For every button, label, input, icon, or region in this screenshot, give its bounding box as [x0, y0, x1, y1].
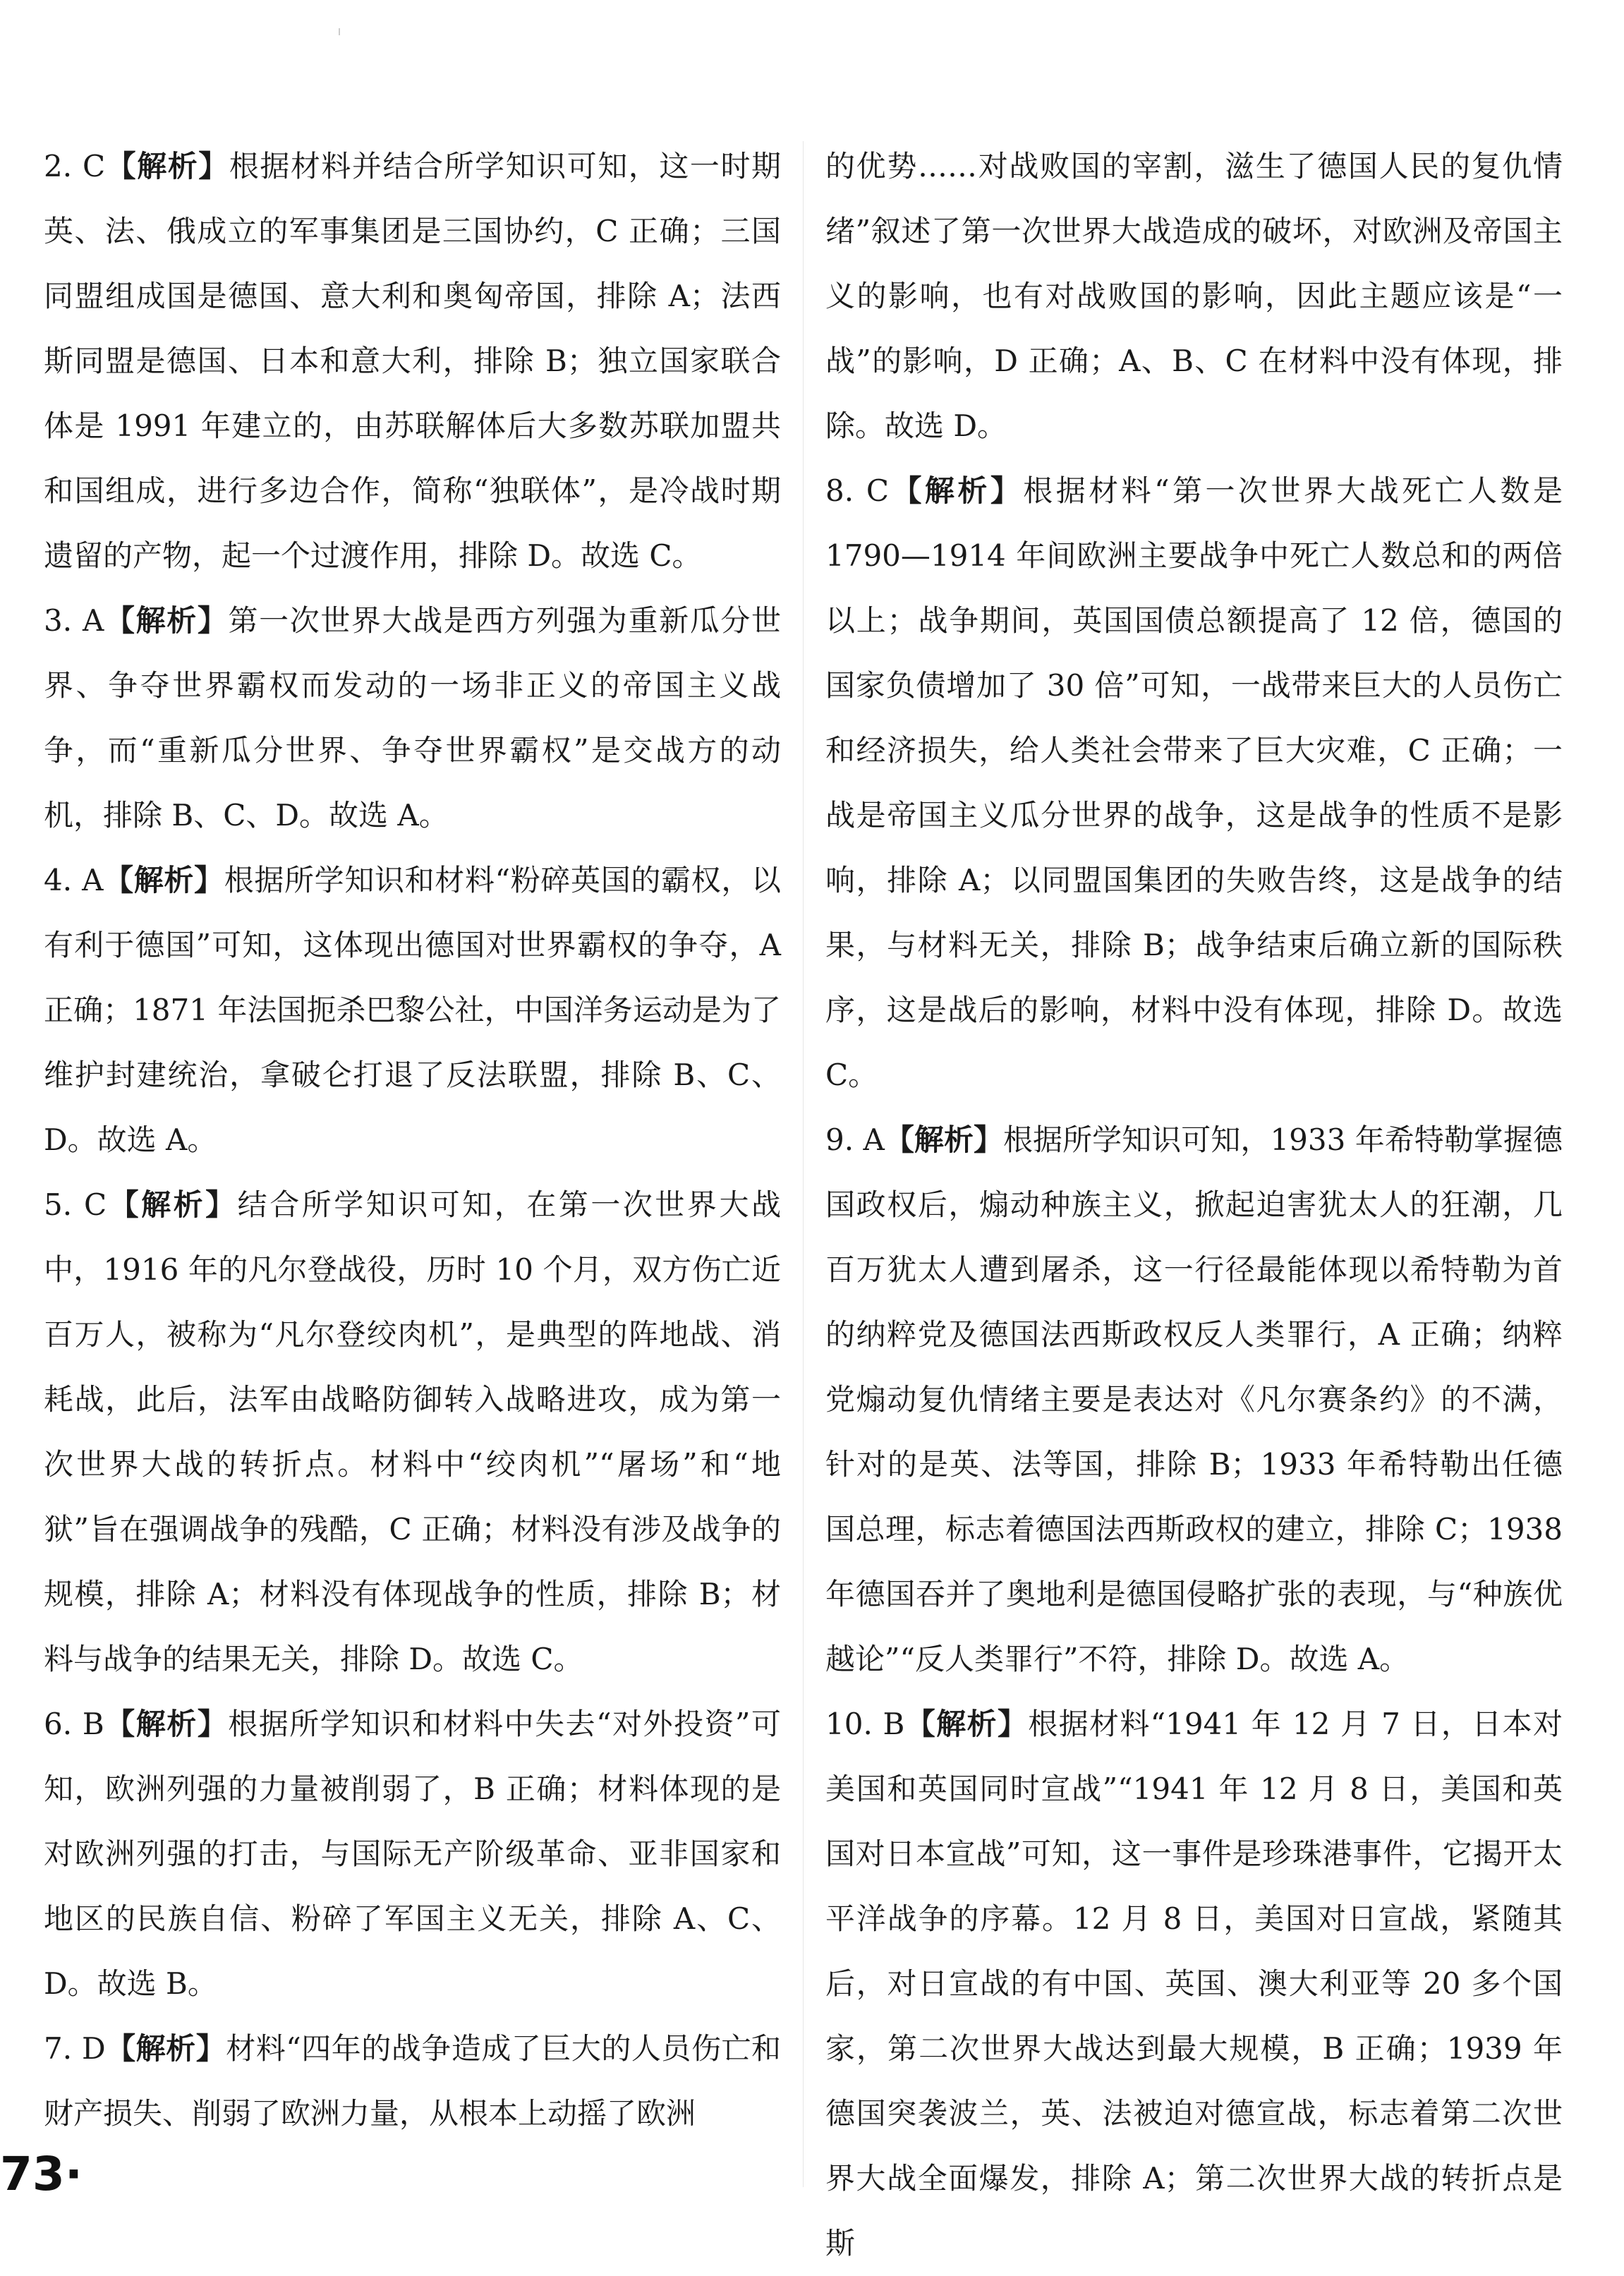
answer-text: 根据所学知识和材料“粉碎英国的霸权，以有利于德国”可知，这体现出德国对世界霸权的争夺，A 正确；1871 年法国扼杀巴黎公社，中国洋务运动是为了维护封建统治，拿破仑打退了反法联盟，排除 B、C、D。故选 A。: [44, 863, 781, 1157]
answer-number: 7. D: [44, 2031, 106, 2066]
answer-text: 第一次世界大战是西方列强为重新瓜分世界、争夺世界霸权而发动的一场非正义的帝国主义战争，而“重新瓜分世界、争夺世界霸权”是交战方的动机，排除 B、C、D。故选 A。: [44, 603, 781, 833]
answer-item-8: [825, 459, 1563, 1108]
top-crop-mark: [339, 28, 340, 35]
answer-number: 6. B: [44, 1707, 104, 1741]
answer-text: 根据所学知识和材料中失去“对外投资”可知，欧洲列强的力量被削弱了，B 正确；材料体现的是对欧洲列强的打击，与国际无产阶级革命、亚非国家和地区的民族自信、粉碎了军国主义无关，排除 A、C、D。故选 B。: [44, 1707, 781, 2001]
analysis-tag: 【解析】: [904, 1707, 1029, 1741]
answer-item-7: [44, 2016, 781, 2146]
right-column: [825, 134, 1563, 2276]
column-divider: [803, 141, 804, 2187]
answer-number: 8. C: [825, 473, 890, 508]
analysis-tag: 【解析】: [103, 863, 224, 897]
analysis-tag: 【解析】: [889, 473, 1024, 508]
answer-text: 材料“四年的战争造成了巨大的人员伤亡和财产损失、削弱了欧洲力量，从根本上动摇了欧洲: [44, 2031, 781, 2131]
answer-text: 根据材料“1941 年 12 月 7 日，日本对美国和英国同时宣战”“1941 年 12 月 8 日，美国和英国对日本宣战”可知，这一事件是珍珠港事件，它揭开太平洋战争的序幕。12 月 8 日，美国对日宣战，紧随其后，对日宣战的有中国、英国、澳大利亚等 20 多个国家，第二次世界大战达到最大规模，B 正确；1939 年德国突袭波兰，英、法被迫对德宣战，标志着第二次世界大战全面爆发，排除 A；第二次世界大战的转折点是斯: [825, 1707, 1563, 2260]
answer-item-2: [44, 134, 781, 588]
page-number: 73·: [0, 2147, 83, 2201]
answer-number: 9. A: [825, 1122, 885, 1157]
answer-number: 5. C: [44, 1187, 107, 1222]
answer-number: 10. B: [825, 1707, 905, 1741]
answer-item-3: [44, 588, 781, 848]
answer-number: 2. C: [44, 149, 106, 183]
answer-number: 4. A: [44, 863, 104, 897]
answer-text: 根据材料并结合所学知识可知，这一时期英、法、俄成立的军事集团是三国协约，C 正确；三国同盟组成国是德国、意大利和奥匈帝国，排除 A；法西斯同盟是德国、日本和意大利，排除 B；独立国家联合体是 1991 年建立的，由苏联解体后大多数苏联加盟共和国组成，进行多边合作，简称“独联体”，是冷战时期遗留的产物，起一个过渡作用，排除 D。故选 C。: [44, 149, 781, 573]
answer-item-7-continued: [825, 134, 1563, 459]
answer-item-4: [44, 848, 781, 1173]
analysis-tag: 【解析】: [105, 2031, 226, 2066]
answer-item-5: [44, 1173, 781, 1692]
left-column: [44, 134, 781, 2146]
analysis-tag: 【解析】: [884, 1122, 1004, 1157]
answer-item-10: [825, 1692, 1563, 2276]
answer-item-6: [44, 1692, 781, 2016]
answer-text: 根据所学知识可知，1933 年希特勒掌握德国政权后，煽动种族主义，掀起迫害犹太人的狂潮，几百万犹太人遭到屠杀，这一行径最能体现以希特勒为首的纳粹党及德国法西斯政权反人类罪行，A 正确；纳粹党煽动复仇情绪主要是表达对《凡尔赛条约》的不满，针对的是英、法等国，排除 B；1933 年希特勒出任德国总理，标志着德国法西斯政权的建立，排除 C；1938 年德国吞并了奥地利是德国侵略扩张的表现，与“种族优越论”“反人类罪行”不符，排除 D。故选 A。: [825, 1122, 1563, 1676]
answer-text: 的优势……对战败国的宰割，滋生了德国人民的复仇情绪”叙述了第一次世界大战造成的破坏，对欧洲及帝国主义的影响，也有对战败国的影响，因此主题应该是“一战”的影响，D 正确；A、B、C 在材料中没有体现，排除。故选 D。: [825, 149, 1563, 443]
answer-text: 根据材料“第一次世界大战死亡人数是 1790—1914 年间欧洲主要战争中死亡人数总和的两倍以上；战争期间，英国国债总额提高了 12 倍，德国的国家负债增加了 30 倍”可知，一战带来巨大的人员伤亡和经济损失，给人类社会带来了巨大灾难，C 正确；一战是帝国主义瓜分世界的战争，这是战争的性质不是影响，排除 A；以同盟国集团的失败告终，这是战争的结果，与材料无关，排除 B；战争结束后确立新的国际秩序，这是战后的影响，材料中没有体现，排除 D。故选 C。: [825, 473, 1563, 1092]
answer-item-9: [825, 1108, 1563, 1692]
analysis-tag: 【解析】: [104, 603, 229, 638]
answer-text: 结合所学知识可知，在第一次世界大战中，1916 年的凡尔登战役，历时 10 个月，双方伤亡近百万人，被称为“凡尔登绞肉机”，是典型的阵地战、消耗战，此后，法军由战略防御转入战略进攻，成为第一次世界大战的转折点。材料中“绞肉机”“屠场”和“地狱”旨在强调战争的残酷，C 正确；材料没有涉及战争的规模，排除 A；材料没有体现战争的性质，排除 B；材料与战争的结果无关，排除 D。故选 C。: [44, 1187, 781, 1676]
analysis-tag: 【解析】: [104, 1707, 229, 1741]
analysis-tag: 【解析】: [107, 1187, 238, 1222]
analysis-tag: 【解析】: [105, 149, 229, 183]
answer-number: 3. A: [44, 603, 104, 638]
